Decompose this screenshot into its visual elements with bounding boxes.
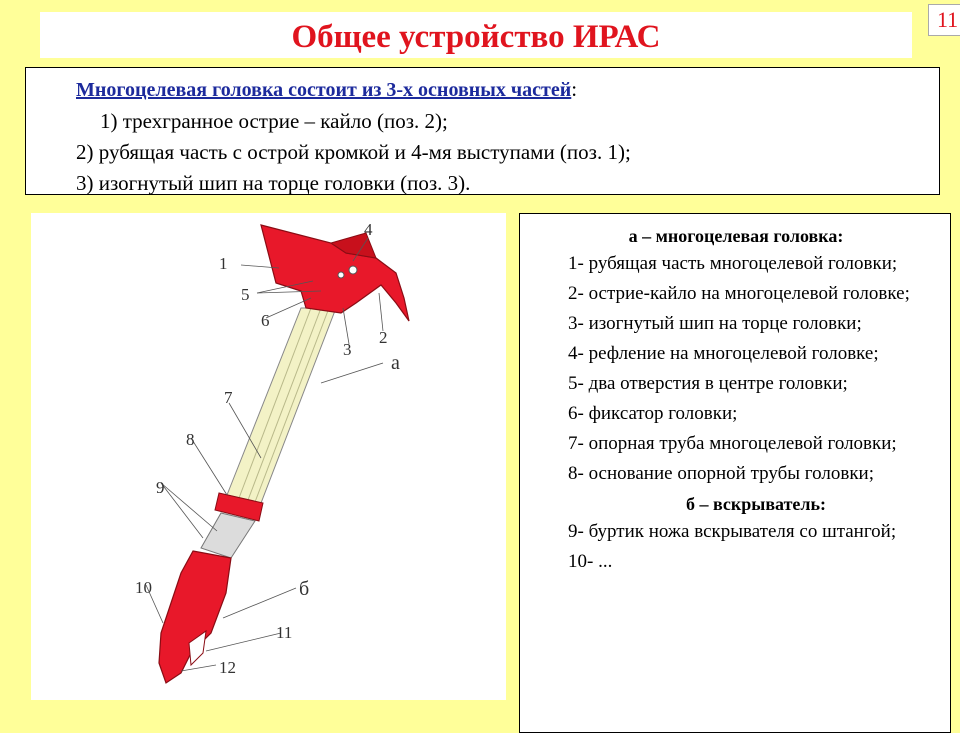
label-4: 4	[364, 220, 373, 239]
tool-illustration	[31, 213, 506, 700]
legend-item: 8- основание опорной трубы головки;	[568, 463, 874, 484]
intro-heading-suffix: :	[571, 77, 578, 101]
intro-box	[25, 67, 940, 195]
label-a: а	[391, 352, 400, 374]
label-5: 5	[241, 285, 250, 304]
label-11: 11	[276, 623, 293, 642]
label-2: 2	[379, 328, 388, 347]
legend-item: 9- буртик ножа вскрывателя со штангой;	[568, 521, 897, 542]
head-holes	[349, 266, 357, 274]
label-1: 1	[219, 254, 228, 273]
legend-item: 1- рубящая часть многоцелевой головки;	[568, 253, 898, 274]
multipurpose-head	[261, 225, 409, 321]
support-tube	[227, 308, 336, 503]
intro-line-3: 3) изогнутый шип на торце головки (поз. 3).	[76, 171, 471, 195]
intro-line-2: 2) рубящая часть с острой кромкой и 4-мя выступами (поз. 1);	[76, 140, 631, 164]
legend-item: 3- изогнутый шип на торце головки;	[568, 313, 862, 334]
intro-line-1: 1) трехгранное острие – кайло (поз. 2);	[100, 109, 448, 133]
label-3: 3	[343, 340, 352, 359]
label-8: 8	[186, 430, 195, 449]
legend-item: 4- рефление на многоцелевой головке;	[568, 343, 879, 364]
label-b: б	[299, 578, 310, 600]
legend-item: 10- ...	[568, 551, 613, 572]
tool-drawing	[31, 213, 506, 700]
slide-title: Общее устройство ИРАС	[40, 12, 912, 58]
legend-heading-b: б – вскрыватель:	[685, 494, 827, 514]
label-7: 7	[224, 388, 233, 407]
label-6: 6	[261, 311, 270, 330]
legend-box	[519, 213, 951, 733]
label-10: 10	[135, 578, 152, 597]
legend-heading-a: а – многоцелевая головка:	[628, 226, 844, 246]
legend-item: 2- острие-кайло на многоцелевой головке;	[568, 283, 910, 304]
legend-item: 5- два отверстия в центре головки;	[568, 373, 848, 394]
intro-heading-line	[26, 74, 939, 106]
label-9: 9	[156, 478, 165, 497]
legend-item: 6- фиксатор головки;	[568, 403, 738, 424]
page-number: 11	[928, 4, 960, 36]
label-12: 12	[219, 658, 236, 677]
intro-heading: Многоцелевая головка состоит из 3-х основных частей	[76, 79, 572, 101]
opener-rod	[201, 513, 255, 558]
legend-item: 7- опорная труба многоцелевой головки;	[568, 433, 897, 454]
